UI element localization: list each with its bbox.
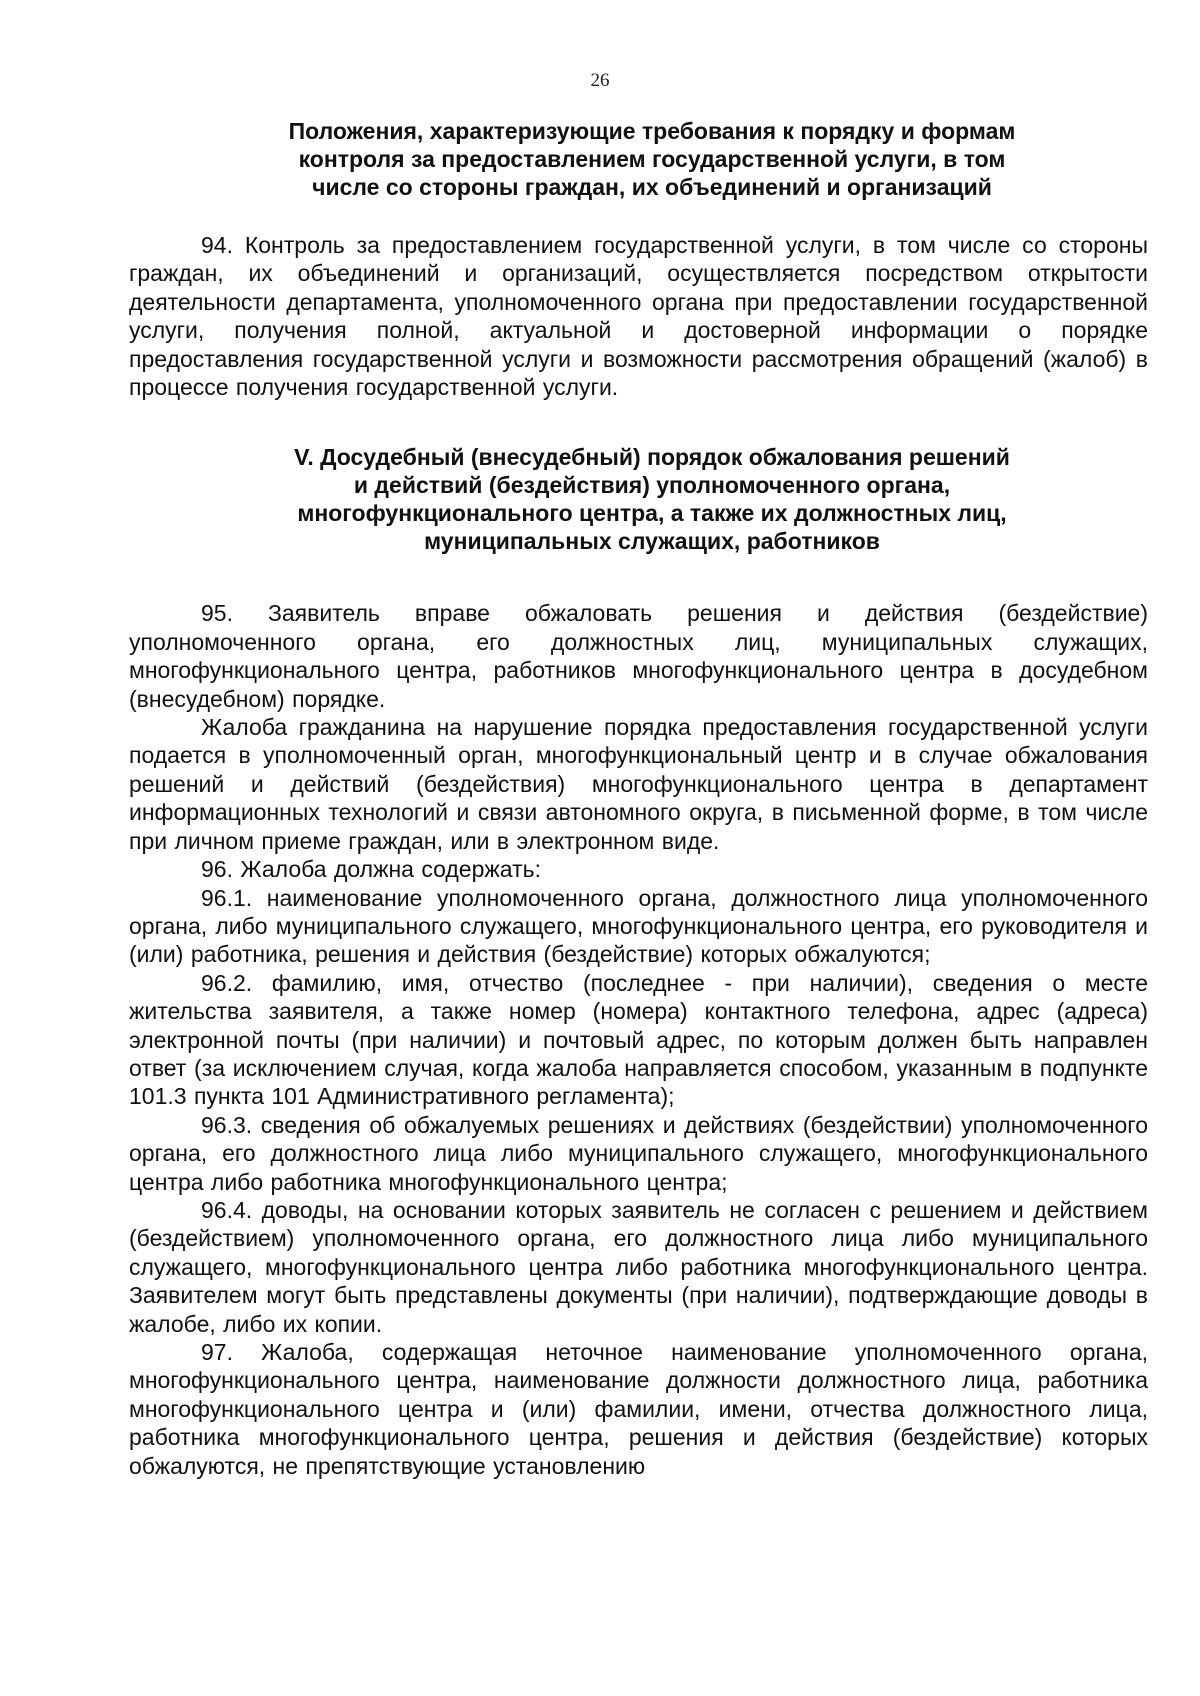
document-body xyxy=(129,117,1148,1480)
section-title-line: Положения, характеризующие требования к порядку и формам xyxy=(288,118,1016,144)
section-title-line: муниципальных служащих, работников xyxy=(424,528,880,555)
paragraph-complaint: Жалоба гражданина на нарушение порядка предоставления государственной услуги подается в уполномоченный орган, многофункциональный центр и в случае обжалования решений и действий (бездействия) многофункционального центра в департамент информационных технологий и связи автономного округа, в письменной форме, в том числе при личном приеме граждан, или в электронном виде. xyxy=(129,714,1148,854)
page-number: 26 xyxy=(590,70,610,91)
paragraph-96: 96. Жалоба должна содержать: xyxy=(201,856,541,883)
section-title-line: V. Досудебный (внесудебный) порядок обжалования решений xyxy=(294,444,1010,471)
section-title-line: многофункционального центра, а также их должностных лиц, xyxy=(297,500,1007,527)
section-title-line: числе со стороны граждан, их объединений и организаций xyxy=(312,174,992,200)
section-title-control xyxy=(186,117,1118,201)
section-title-line: контроля за предоставлением государственной услуги, в том xyxy=(298,146,1006,172)
section-title-appeal xyxy=(186,443,1118,555)
paragraph-94: 94. Контроль за предоставлением государственной услуги, в том числе со стороны граждан, их объединений и организаций, осуществляется посредством открытости деятельности департамента, уполномоченного органа при предоставлении государственной услуги, получения полной, актуальной и достоверной информации о порядке предоставления государственной услуги и возможности рассмотрения обращений (жалоб) в процессе получения государственной услуги. xyxy=(129,232,1148,401)
paragraph-96-2: 96.2. фамилию, имя, отчество (последнее - при наличии), сведения о месте жительства заявителя, а также номер (номера) контактного телефона, адрес (адреса) электронной почты (при наличии) и почтовый адрес, по которым должен быть направлен ответ (за исключением случая, когда жалоба направляется способом, указанным в подпункте 101.3 пункта 101 Административного регламента); xyxy=(129,969,1148,1110)
paragraph-96-4: 96.4. доводы, на основании которых заявитель не согласен с решением и действием (бездействием) уполномоченного органа, его должностного лица либо муниципального служащего, многофункционального центра либо работника многофункционального центра. Заявителем могут быть представлены документы (при наличии), подтверждающие доводы в жалобе, либо их копии. xyxy=(129,1196,1148,1337)
section-title-line: и действий (бездействия) уполномоченного органа, xyxy=(353,472,951,499)
paragraph-96-1: 96.1. наименование уполномоченного органа, должностного лица уполномоченного органа, либо муниципального служащего, многофункционального центра, его руководителя и (или) работника, решения и действия (бездействие) которых обжалуются; xyxy=(129,884,1148,968)
paragraph-97: 97. Жалоба, содержащая неточное наименование уполномоченного органа, многофункционального центра, наименование должности должностного лица, работника многофункционального центра и (или) фамилии, имени, отчества должностного лица, работника многофункционального центра, решения и действия (бездействие) которых обжалуются, не препятствующие установлению xyxy=(129,1339,1148,1479)
paragraph-95: 95. Заявитель вправе обжаловать решения и действия (бездействие) уполномоченного органа, его должностных лиц, муниципальных служащих, многофункционального центра, работников многофункционального центра в досудебном (внесудебном) порядке. xyxy=(129,600,1148,712)
paragraph-96-3: 96.3. сведения об обжалуемых решениях и действиях (бездействии) уполномоченного органа, его должностного лица либо муниципального служащего, многофункционального центра либо работника многофункционального центра; xyxy=(129,1111,1148,1195)
